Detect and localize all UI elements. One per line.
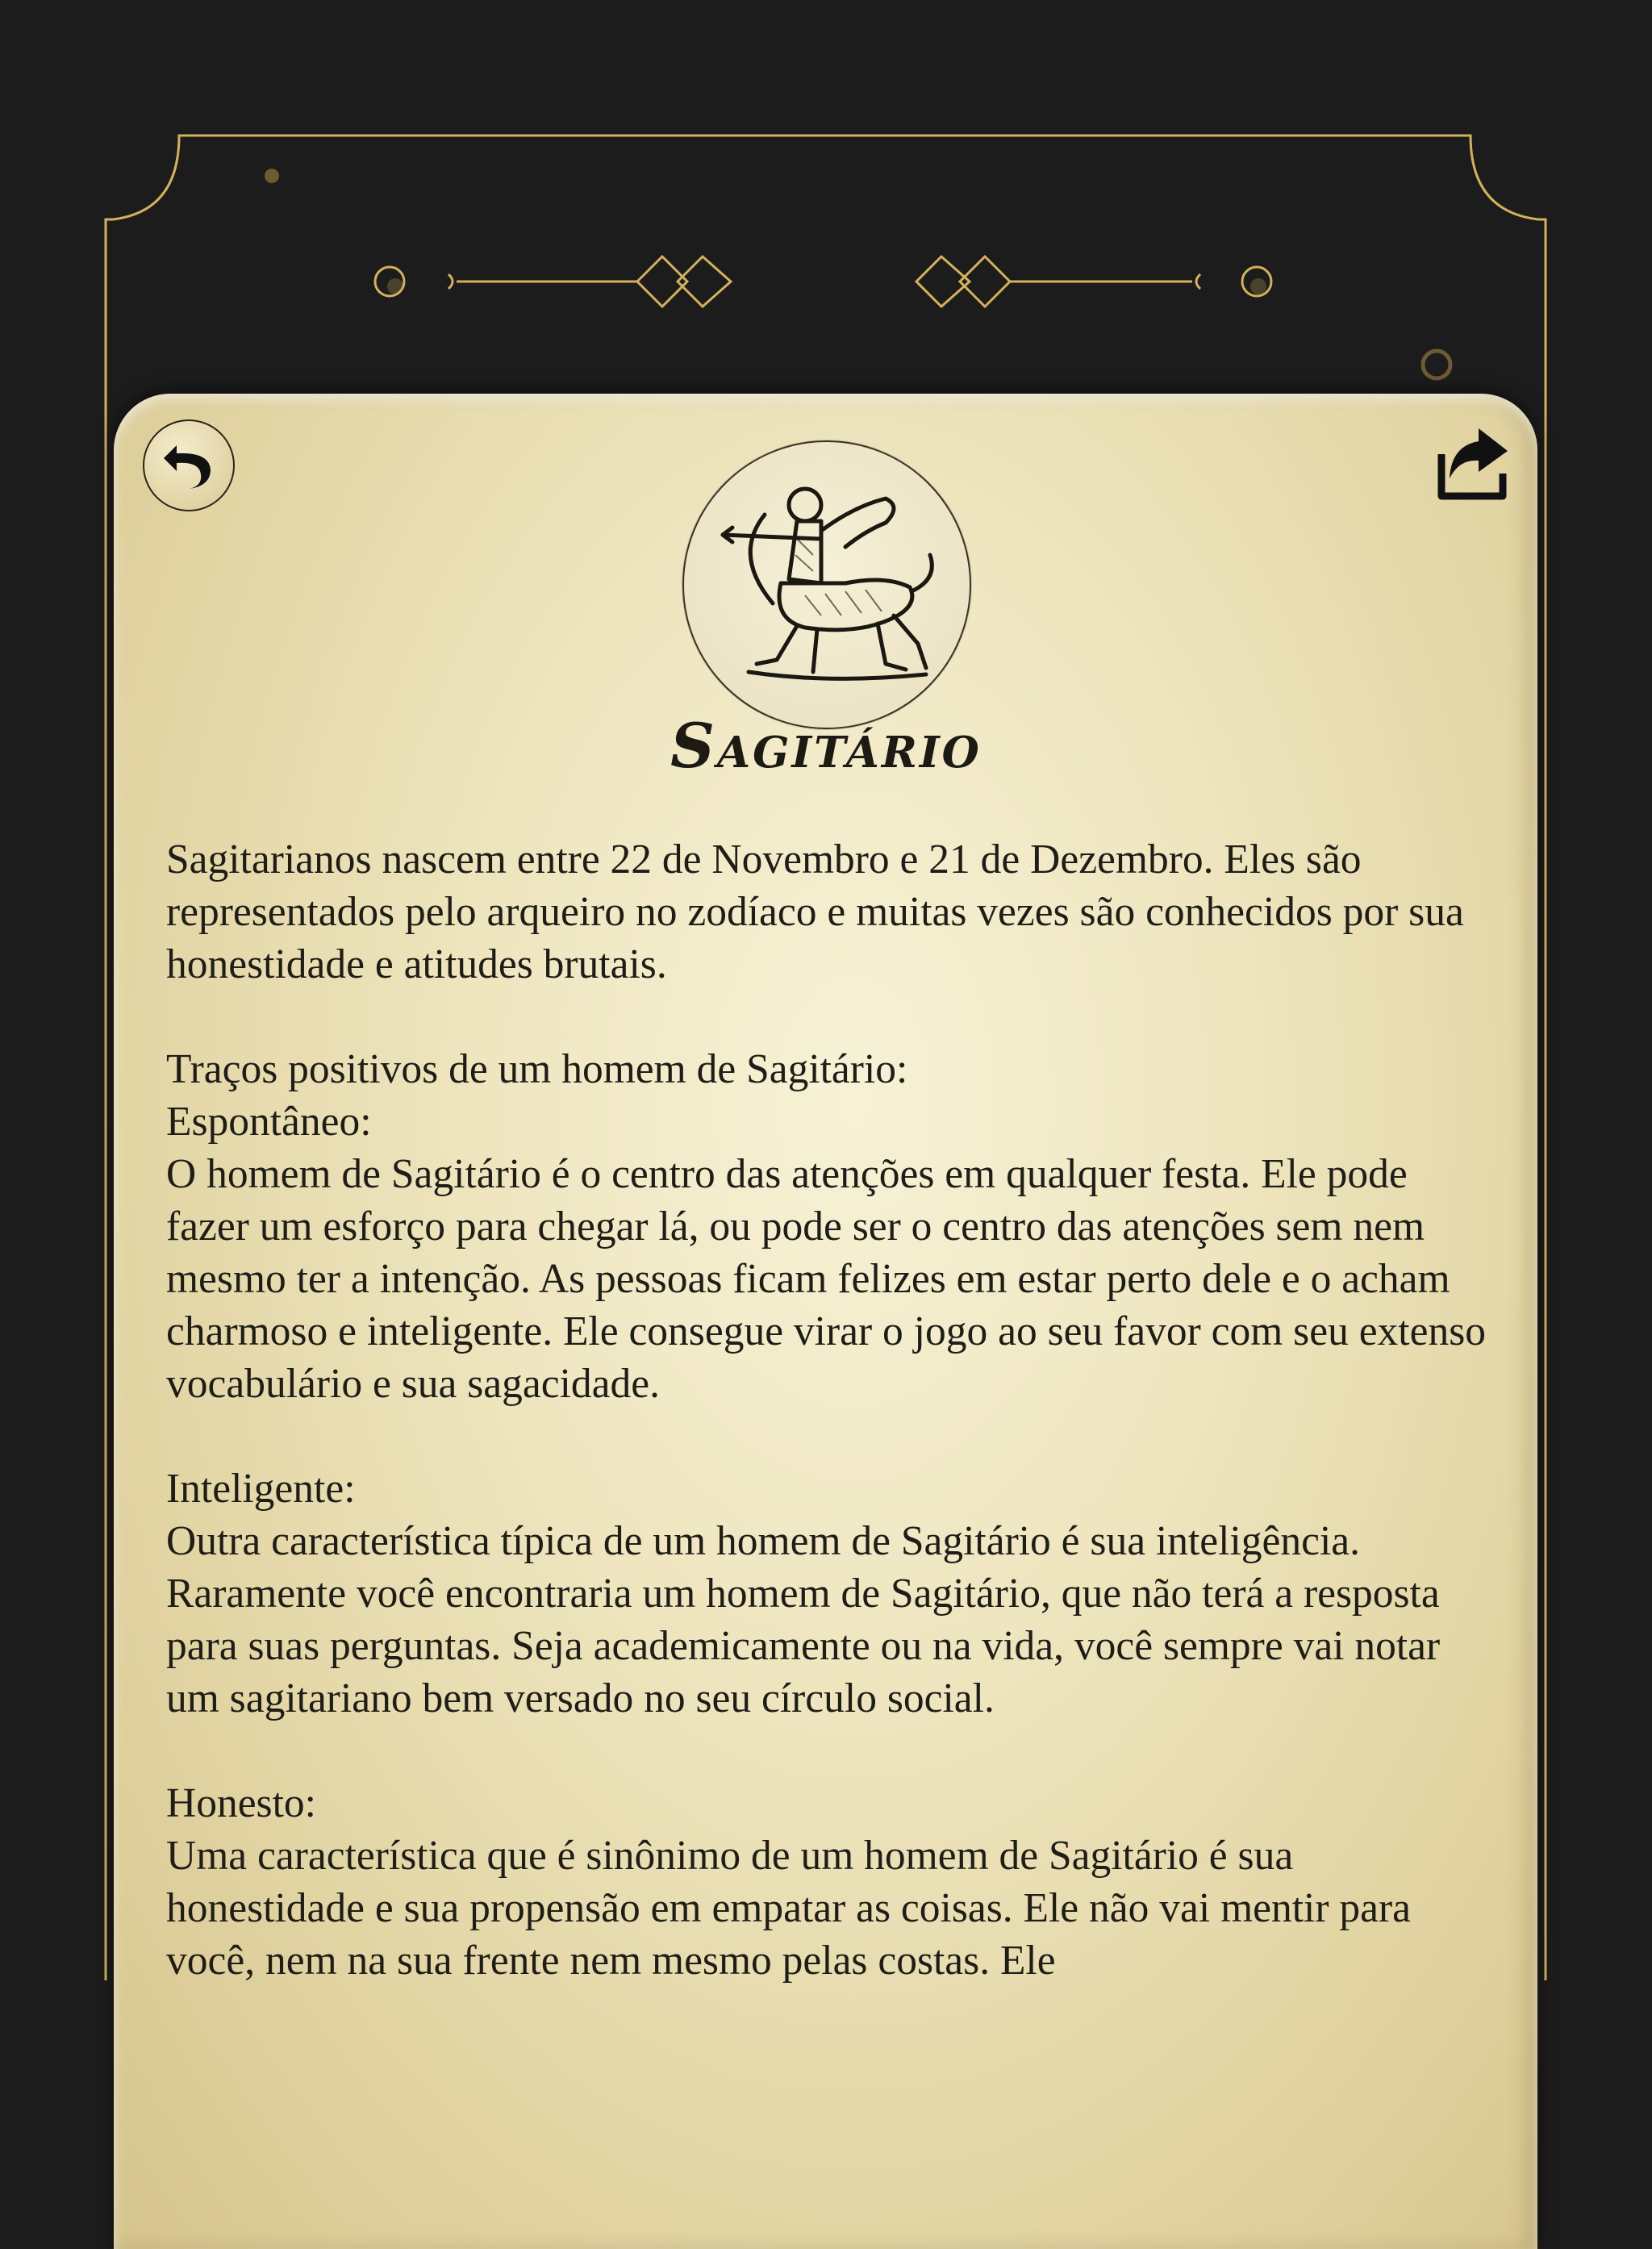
page-title: Sagitário xyxy=(670,710,982,782)
share-button[interactable] xyxy=(1428,418,1516,507)
zodiac-emblem xyxy=(682,440,971,729)
paragraph-spontaneous: Traços positivos de um homem de Sagitário: Espontâneo: O homem de Sagitário é o centro das atenções em qualquer festa. Ele pode fazer um esforço para chegar lá, ou pode ser o centro das atenções sem nem mesmo ter a intenção. As pessoas ficam felizes em estar perto dele e o acham charmoso e inteligente. Ele consegue virar o jogo ao seu favor com seu extenso vocabulário e sua sagacidade. xyxy=(166,1046,1487,1407)
paragraph-honest: Honesto: Uma característica que é sinônimo de um homem de Sagitário é sua honestidade e sua propensão em empatar as coisas. Ele não vai mentir para você, nem na sua frente nem mesmo pelas costas. Ele xyxy=(166,1780,1411,1984)
paragraph-intelligent: Inteligente: Outra característica típica de um homem de Sagitário é sua inteligência. Raramente você encontraria um homem de Sagitário, que não terá a resposta para suas perguntas. Seja academicamente ou na vida, você sempre vai notar um sagitariano bem versado no seu círculo social. xyxy=(166,1466,1441,1721)
sagittarius-centaur-archer-icon xyxy=(684,442,970,728)
paragraph-intro: Sagitarianos nascem entre 22 de Novembro e 21 de Dezembro. Eles são representados pelo arqueiro no zodíaco e muitas vezes são conhecidos por sua honestidade e atitudes brutais. xyxy=(166,837,1464,987)
share-icon xyxy=(1432,422,1512,503)
sign-description[interactable] xyxy=(166,833,1497,2039)
back-button[interactable] xyxy=(143,419,235,511)
undo-arrow-icon xyxy=(157,434,220,497)
